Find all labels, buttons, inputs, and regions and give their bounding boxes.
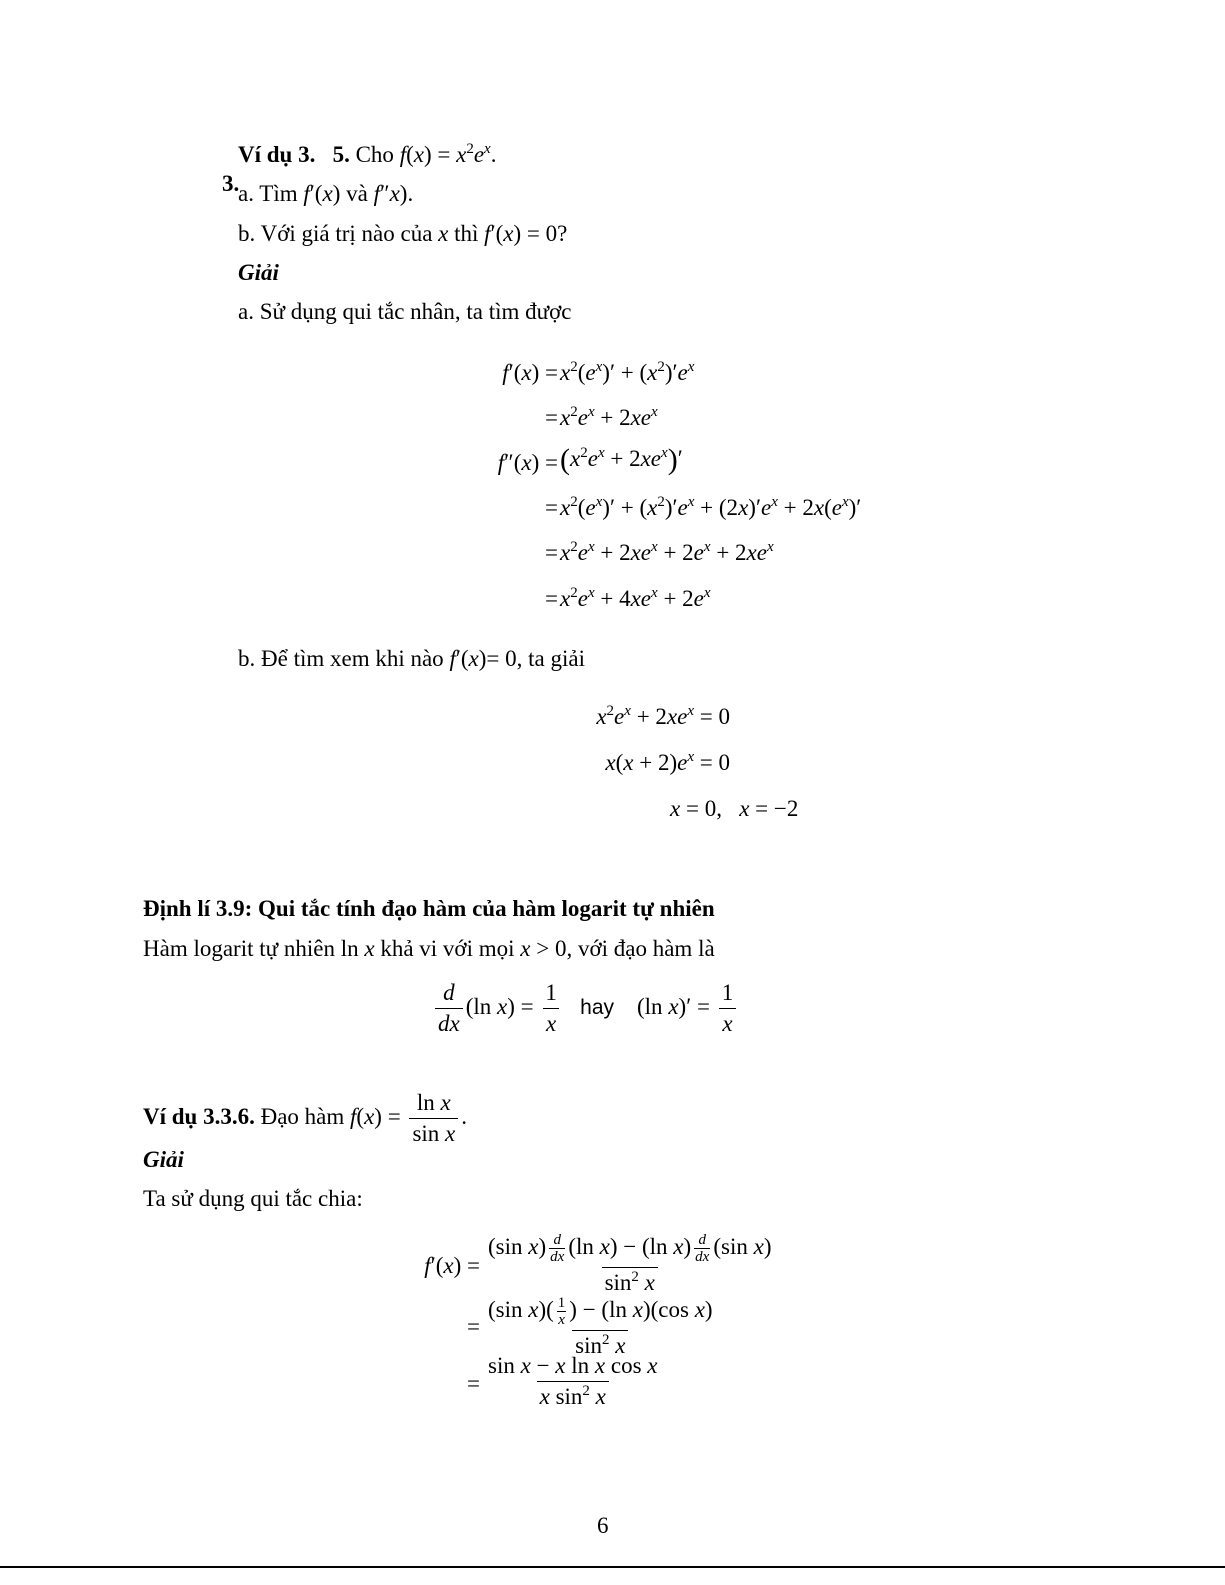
solution-label: Giải — [238, 260, 279, 285]
math-lnx: ln x — [340, 936, 375, 961]
frac-1-x: $\frac{1}{x}$ — [542, 980, 560, 1037]
theorem-title: Định lí 3.9: Qui tắc tính đạo hàm của hàm logarit tự nhiên — [143, 896, 715, 921]
eq2-line-3: x = 0, x = −2 — [670, 796, 799, 821]
math-fprime-x: f′(x) — [484, 221, 522, 246]
math-fprime-b: f′(x) — [449, 646, 487, 671]
math-fx-def: $f(x) = x^2e^x$. — [399, 141, 497, 167]
q-lhs-fprime: f′(x) = — [424, 1253, 480, 1278]
theorem-body-1: Hàm logarit tự nhiên — [143, 936, 335, 961]
va-text: và — [346, 181, 368, 206]
q-rhs-2 — [482, 1295, 719, 1359]
eq2-line-1: $x^2e^x + 2xe^x = 0$ — [596, 703, 730, 729]
part-b-label: b. Với giá trị nào của — [238, 221, 433, 246]
frac-quotient-2: (sin x)( $\frac{1}{x}$ ) − (ln x)(cos x) $\sin^2 x$ — [488, 1295, 713, 1358]
math-x-gt-0: x > 0 — [520, 936, 567, 961]
example-title: Ví dụ 3. — [238, 142, 316, 167]
eq-rhs-5: $x^2e^x + 2xe^x + 2e^x + 2xe^x$ — [560, 539, 774, 565]
math-fprime: f′(x) — [303, 181, 341, 206]
part-b-question — [238, 220, 567, 248]
thi-text: thì — [454, 221, 479, 246]
eq-lhs-eq-5: = — [545, 540, 558, 565]
eq2-line-2: $x(x + 2)e^x = 0$ — [605, 749, 730, 775]
solution-b-intro — [238, 645, 585, 673]
part-a-label: a. Tìm — [238, 181, 298, 206]
eq-lhs-fdoubleprime: f″(x) = — [497, 450, 558, 475]
eq-lhs-eq-2: = — [545, 405, 558, 430]
math-x: x — [438, 221, 449, 246]
eq-rhs-1: $x^2(e^x)' + (x^2)'e^x$ — [560, 359, 695, 385]
theorem-body-2: khả vi với mọi — [380, 936, 515, 961]
frac-quotient-1: (sin x) $\frac{d}{dx}$ (ln x) − (ln x) $\frac{d}{dx}$ (sin x) $\sin^2 x$ — [488, 1232, 772, 1295]
q-lhs-eq-2: = — [467, 1314, 480, 1339]
theorem-body — [143, 935, 715, 963]
math-fx-lnx-sinx: f(x) = $\frac{\text{ln x}}{\text{sin x}}$ . — [350, 1090, 467, 1146]
margin-number: 3. — [222, 171, 240, 196]
q-lhs-eq-3: = — [467, 1371, 480, 1396]
example-number: 5. — [332, 142, 350, 167]
theorem-formula: $\frac{d}{dx}$ (ln x) = $\frac{1}{x}$ hay (ln x)′ = $\frac{1}{x}$ — [432, 980, 739, 1037]
solution-2-intro: Ta sử dụng qui tắc chia: — [143, 1186, 363, 1211]
eq-rhs-3: $(x^2e^x + 2xe^x)'$ — [560, 443, 683, 476]
frac-d-dx: $\frac{d}{dx}$ — [435, 980, 463, 1037]
example-2-heading — [143, 1090, 467, 1147]
hay-text: hay — [580, 995, 614, 1019]
frac-1-x-2: $\frac{1}{x}$ — [719, 980, 737, 1037]
frac-quotient-3: $\frac{\text{sin x − x ln x cos x}}{x \sin^2 x}$ — [488, 1353, 658, 1409]
theorem-body-3: , với đạo hàm là — [566, 936, 715, 961]
eq-rhs-2: $x^2e^x + 2xe^x$ — [560, 404, 658, 430]
eq-lhs-fprime: f′(x) = — [502, 360, 558, 385]
eq-rhs-6: $x^2e^x + 4xe^x + 2e^x$ — [560, 585, 711, 611]
q-rhs-3 — [482, 1353, 664, 1410]
page-bottom-rule — [0, 1566, 1225, 1568]
eq-lhs-eq-6: = — [545, 586, 558, 611]
solution-2-label: Giải — [143, 1147, 184, 1172]
example-heading — [238, 141, 496, 169]
eq-rhs-4: $x^2(e^x)' + (x^2)'e^x + (2x)'e^x + 2x(e^x)'$ — [560, 494, 862, 520]
example-2-title: Ví dụ 3.3.6. — [143, 1103, 255, 1129]
page-number: 6 — [597, 1513, 609, 1538]
solution-b-end: = 0, ta giải — [486, 646, 585, 671]
q-rhs-1 — [482, 1232, 777, 1296]
part-b-end: = 0? — [526, 221, 568, 246]
math-fdoubleprime: f″x). — [373, 181, 414, 206]
eq-lhs-eq-4: = — [545, 495, 558, 520]
frac-lnx-sinx: $\frac{\text{ln x}}{\text{sin x}}$ — [409, 1090, 458, 1147]
part-a-question — [238, 180, 413, 208]
solution-a-intro: a. Sử dụng qui tắc nhân, ta tìm được — [238, 299, 572, 324]
cho-text: Cho — [355, 142, 394, 167]
dao-ham-text: Đạo hàm — [260, 1103, 345, 1129]
solution-b-label: b. Để tìm xem khi nào — [238, 646, 444, 671]
